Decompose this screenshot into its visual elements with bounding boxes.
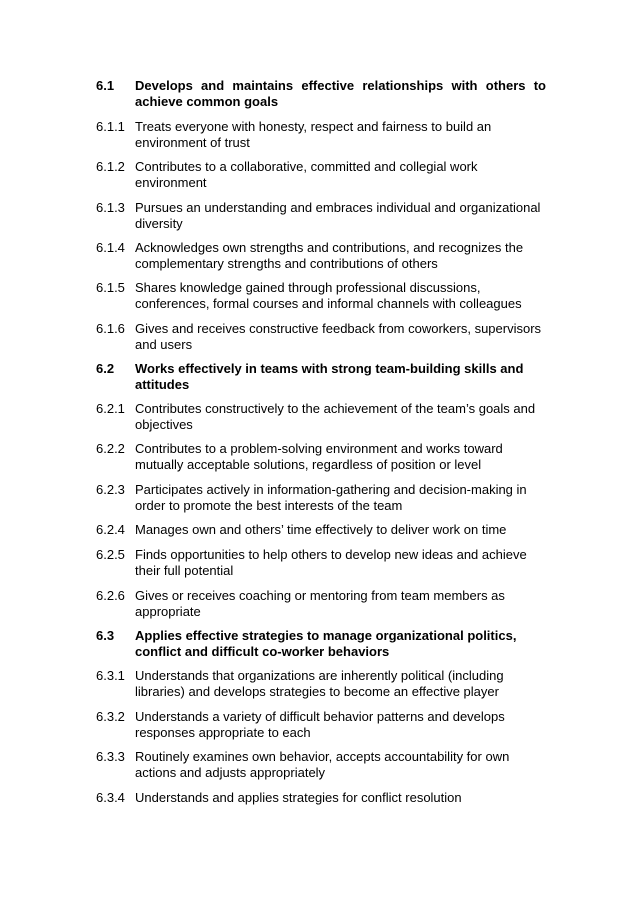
- item-text: Acknowledges own strengths and contributions, and recognizes the complementary strengths and contributions of others: [135, 240, 524, 271]
- item-text: Participates actively in information-gathering and decision-making in order to promote the best interests of the team: [135, 482, 527, 513]
- section-title: Applies effective strategies to manage organizational politics, conflict and difficult co-worker behaviors: [135, 628, 517, 659]
- competency-item-6-3-1: [96, 668, 546, 700]
- competency-item-6-2-5: [96, 547, 546, 579]
- item-text: Understands and applies strategies for conflict resolution: [135, 790, 462, 805]
- competency-item-6-2-6: [96, 588, 546, 620]
- item-number: 6.1.1: [96, 119, 125, 134]
- section-heading-6-1: [96, 78, 546, 110]
- competency-item-6-2-3: [96, 482, 546, 514]
- item-text: Manages own and others’ time effectively to deliver work on time: [135, 522, 507, 537]
- item-text: Shares knowledge gained through professional discussions, conferences, formal courses and informal channels with colleagues: [135, 280, 522, 311]
- competency-item-6-2-2: [96, 441, 546, 473]
- competency-item-6-1-6: [96, 321, 546, 353]
- item-number: 6.1.5: [96, 280, 125, 295]
- item-number: 6.2.6: [96, 588, 125, 603]
- section-number: 6.1: [96, 78, 115, 93]
- competency-item-6-3-2: [96, 709, 546, 741]
- item-number: 6.1.2: [96, 159, 125, 174]
- competency-item-6-3-4: [96, 790, 546, 806]
- competency-item-6-2-4: [96, 522, 546, 538]
- competency-item-6-1-5: [96, 280, 546, 312]
- item-number: 6.2.2: [96, 441, 125, 456]
- item-text: Understands a variety of difficult behavior patterns and develops responses appropriate to each: [135, 709, 505, 740]
- item-text: Understands that organizations are inherently political (including libraries) and develops strategies to become an effective player: [135, 668, 504, 699]
- item-text: Gives and receives constructive feedback from coworkers, supervisors and users: [135, 321, 542, 352]
- item-number: 6.3.2: [96, 709, 125, 724]
- item-text: Treats everyone with honesty, respect and fairness to build an environment of trust: [135, 119, 492, 150]
- item-number: 6.2.3: [96, 482, 125, 497]
- item-text: Contributes to a collaborative, committed and collegial work environment: [135, 159, 478, 190]
- item-number: 6.2.5: [96, 547, 125, 562]
- competency-item-6-1-3: [96, 200, 546, 232]
- section-heading-6-2: [96, 361, 546, 393]
- competency-item-6-1-4: [96, 240, 546, 272]
- section-number: 6.2: [96, 361, 115, 376]
- item-number: 6.3.3: [96, 749, 125, 764]
- competency-item-6-1-1: [96, 119, 546, 151]
- item-text: Finds opportunities to help others to develop new ideas and achieve their full potential: [135, 547, 527, 578]
- section-title: Works effectively in teams with strong team-building skills and attitudes: [135, 361, 524, 392]
- item-text: Pursues an understanding and embraces individual and organizational diversity: [135, 200, 541, 231]
- item-number: 6.1.3: [96, 200, 125, 215]
- competency-item-6-1-2: [96, 159, 546, 191]
- item-number: 6.2.4: [96, 522, 125, 537]
- item-number: 6.2.1: [96, 401, 125, 416]
- item-text: Routinely examines own behavior, accepts accountability for own actions and adjusts appropriately: [135, 749, 510, 780]
- item-number: 6.3.1: [96, 668, 125, 683]
- item-text: Gives or receives coaching or mentoring from team members as appropriate: [135, 588, 505, 619]
- item-text: Contributes to a problem-solving environment and works toward mutually acceptable solutions, regardless of position or level: [135, 441, 503, 472]
- section-heading-6-3: [96, 628, 546, 660]
- item-number: 6.1.4: [96, 240, 125, 255]
- section-title: Develops and maintains effective relationships with others to achieve common goals: [135, 78, 546, 109]
- item-text: Contributes constructively to the achievement of the team’s goals and objectives: [135, 401, 536, 432]
- item-number: 6.1.6: [96, 321, 125, 336]
- item-number: 6.3.4: [96, 790, 125, 805]
- competency-item-6-2-1: [96, 401, 546, 433]
- competency-item-6-3-3: [96, 749, 546, 781]
- section-number: 6.3: [96, 628, 115, 643]
